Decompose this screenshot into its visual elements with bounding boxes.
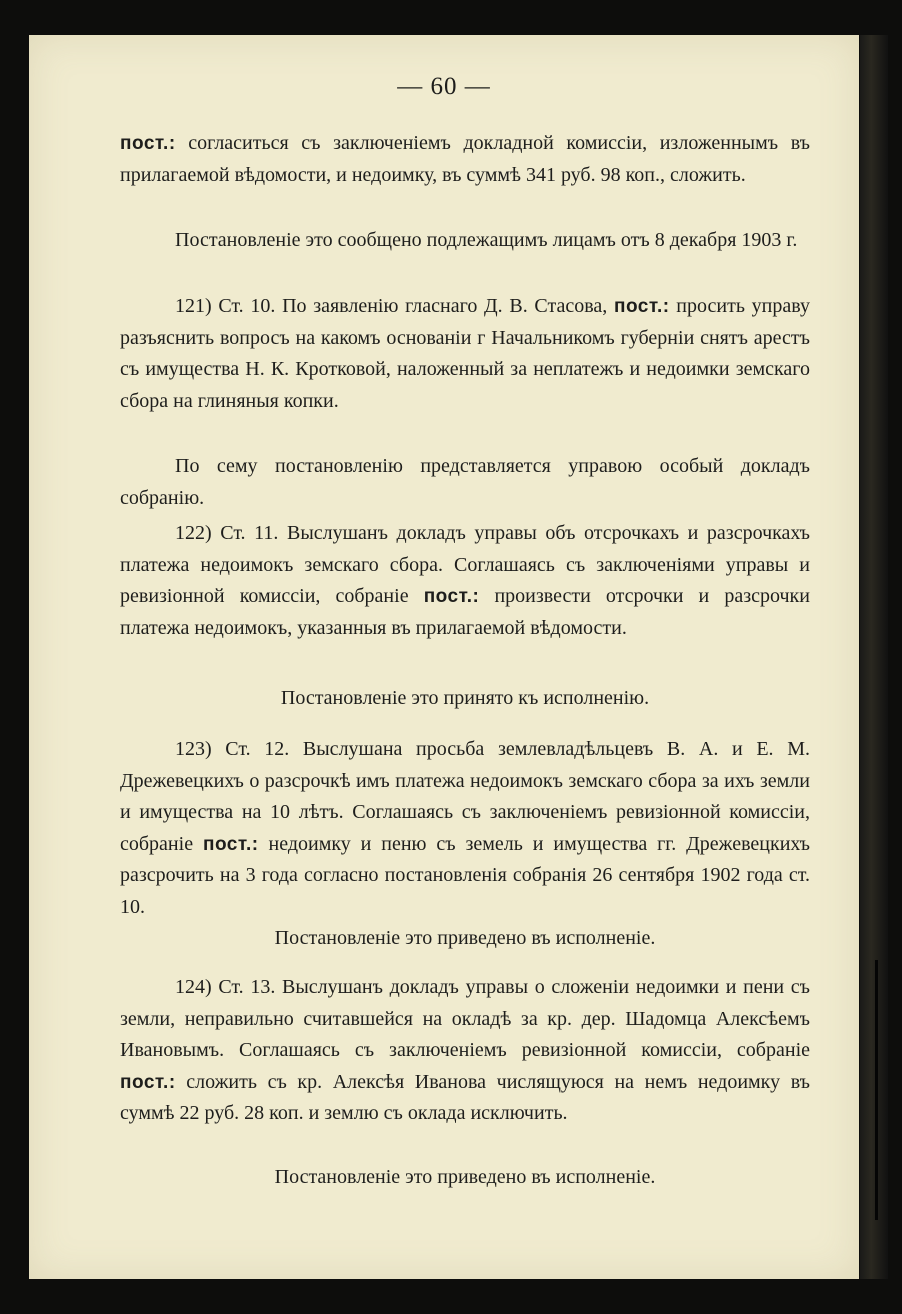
- paragraph-accepted: Постановленiе это принято къ исполненiю.: [280, 687, 650, 709]
- paragraph-item-122: 122) Ст. 11. Выслушанъ докладъ управы объ отсрочкахъ и разсрочкахъ платежа недоимокъ земскаго сбора. Соглашаясь съ заключенiями управы и ревизiонной комиссiи, собранiе пост.: произвести отсрочки и разсрочки платежа недоимокъ, указанныя въ прилагаемой вѣдомости.: [120, 522, 810, 639]
- paragraph-executed-2: Постановленiе это приведено въ исполненiе.: [274, 1166, 656, 1188]
- paragraph-item-124: 124) Ст. 13. Выслушанъ докладъ управы о сложенiи недоимки и пени съ земли, неправильно считавшейся на окладѣ за кр. дер. Шадомца Алексѣемъ Ивановымъ. Соглашаясь съ заключенiемъ ревизiонной комиссiи, собранiе пост.: сложить съ кр. Алексѣя Иванова числящуюся на немъ недоимку въ суммѣ 22 руб. 28 коп. и землю съ оклада исключить.: [120, 976, 810, 1124]
- post-label: пост.:: [613, 296, 670, 317]
- next-page-edge: [860, 35, 888, 1279]
- page-number: — 60 —: [397, 73, 491, 100]
- paragraph-special-report: По сему постановленiю представляется управою особый докладъ собранiю.: [120, 455, 810, 509]
- book-page: [29, 35, 859, 1279]
- paragraph-item-123: 123) Ст. 12. Выслушана просьба землевладѣльцевъ В. А. и Е. М. Дрежевецкихъ о разсрочкѣ имъ платежа недоимокъ земскаго сбора за ихъ земли и имущества на 10 лѣтъ. Соглашаясь съ заключенiемъ ревизiонной комиссiи, собранiе пост.: недоимку и пеню съ земель и имущества гг. Дрежевецкихъ разсрочить на 3 года согласно постановленiя собранiя 26 сентября 1902 года ст. 10.: [120, 738, 810, 918]
- post-label: пост.:: [423, 586, 480, 607]
- page-edge-line: [875, 960, 878, 1220]
- post-label: пост.:: [202, 833, 259, 855]
- post-label: пост.:: [120, 133, 176, 154]
- post-label: пост.:: [120, 1071, 176, 1093]
- paragraph-notice-sent: Постановленiе это сообщено подлежащимъ лицамъ отъ 8 декабря 1903 г.: [175, 229, 798, 251]
- paragraph-executed-1: Постановленiе это приведено въ исполненiе.: [274, 927, 656, 949]
- paragraph-item-121: 121) Ст. 10. По заявленiю гласнаго Д. В. Стасова, пост.: просить управу разъяснить вопросъ на какомъ основанiи г Начальникомъ губернiи снятъ арестъ съ имущества Н. К. Кротковой, наложенный за неплатежъ и недоимки земскаго сбора на глиняныя копки.: [120, 295, 810, 412]
- paragraph-resolution-debt: пост.: согласиться съ заключенiемъ докладной комиссiи, изложеннымъ въ прилагаемой вѣдомости, и недоимку, въ суммѣ 341 руб. 98 коп., сложить.: [120, 132, 810, 186]
